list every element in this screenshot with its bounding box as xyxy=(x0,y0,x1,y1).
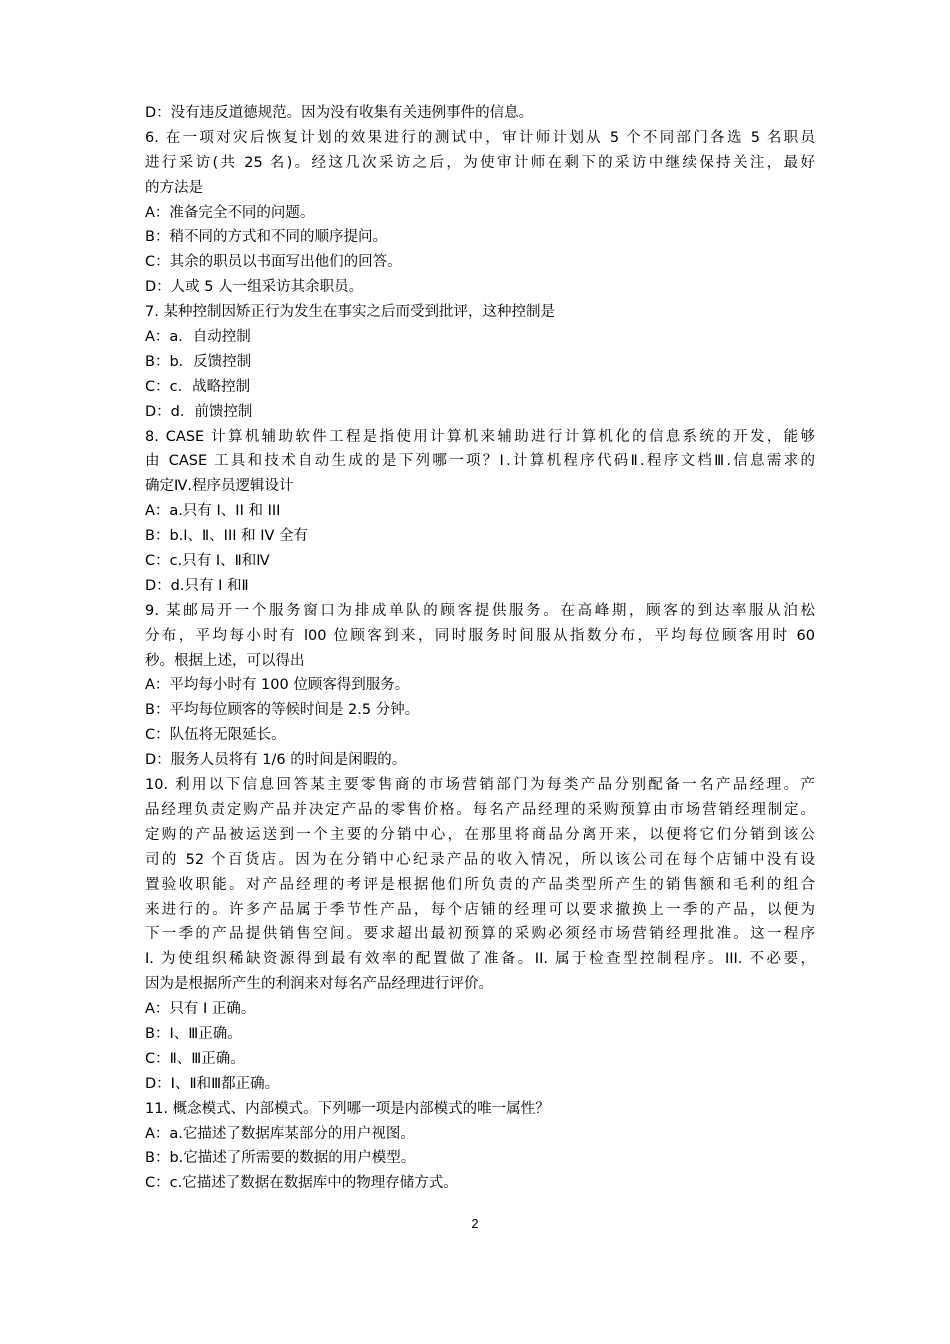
option-c: C：c．战略控制 xyxy=(145,378,251,395)
option-a: A：a.只有 I、II 和 III xyxy=(145,503,281,520)
text-line: 来进行的。许多产品属于季节性产品，每个店铺的经理可以要求撤换上一季的产品，以便为 xyxy=(145,901,815,918)
text-line: 确定Ⅳ.程序员逻辑设计 xyxy=(145,478,294,495)
text-line: 置验收职能。对产品经理的考评是根据他们所负责的产品类型所产生的销售额和毛利的组合 xyxy=(145,876,815,893)
option-d: D：I、Ⅱ和Ⅲ都正确。 xyxy=(145,1075,280,1092)
text-line: 由 CASE 工具和技术自动生成的是下列哪一项？Ⅰ.计算机程序代码Ⅱ.程序文档Ⅲ.信息需求的 xyxy=(145,453,815,470)
option-c: C：其余的职员以书面写出他们的回答。 xyxy=(145,254,402,271)
question-11-line: 11. 概念模式、内部模式。下列哪一项是内部模式的唯一属性？ xyxy=(145,1100,550,1117)
text-line: 进行采访(共 25 名)。经这几次采访之后，为使审计师在剩下的采访中继续保持关注，最好 xyxy=(145,154,815,171)
option-b: B：b.I、Ⅱ、III 和 IV 全有 xyxy=(145,528,309,545)
text-line: 的方法是 xyxy=(145,179,203,196)
option-d: D：d．前馈控制 xyxy=(145,403,253,420)
text-line: 下一季的产品提供销售空间。要求超出最初预算的采购必须经市场营销经理批准。这一程序 xyxy=(145,926,815,943)
question-9-line: 9. 某邮局开一个服务窗口为排成单队的顾客提供服务。在高峰期，顾客的到达率服从泊松 xyxy=(145,602,815,619)
question-7-line: 7. 某种控制因矫正行为发生在事实之后而受到批评，这种控制是 xyxy=(145,304,555,321)
text-line: 秒。根据上述，可以得出 xyxy=(145,652,305,669)
text-line: 因为是根据所产生的利润来对每名产品经理进行评价。 xyxy=(145,976,493,993)
option-a: A：a.它描述了数据库某部分的用户视图。 xyxy=(145,1125,415,1142)
text-line: 分布，平均每小时有 l00 位顾客到来，同时服务时间服从指数分布，平均每位顾客用时 60 xyxy=(145,627,815,644)
question-6-line: 6. 在一项对灾后恢复计划的效果进行的测试中，审计师计划从 5 个不同部门各选 5 名职员 xyxy=(145,129,815,146)
option-c: C：c.只有 I、Ⅱ和Ⅳ xyxy=(145,553,270,570)
option-a: A：准备完全不同的问题。 xyxy=(145,204,315,221)
question-10-line: 10. 利用以下信息回答某主要零售商的市场营销部门为每类产品分别配备一名产品经理。产 xyxy=(145,777,815,794)
option-c: C：队伍将无限延长。 xyxy=(145,727,286,744)
page-number: 2 xyxy=(471,1216,479,1231)
option-b: B：平均每位顾客的等候时间是 2.5 分钟。 xyxy=(145,702,420,719)
option-a: A：a．自动控制 xyxy=(145,329,251,346)
option-c: C：c.它描述了数据在数据库中的物理存储方式。 xyxy=(145,1175,458,1192)
option-b: B：b.它描述了所需要的数据的用户模型。 xyxy=(145,1150,416,1167)
text-line: 品经理负责定购产品并决定产品的零售价格。每名产品经理的采购预算由市场营销经理制定。 xyxy=(145,801,815,818)
option-d: D：服务人员将有 1/6 的时间是闲暇的。 xyxy=(145,752,407,769)
option-c: C：Ⅱ、Ⅲ正确。 xyxy=(145,1050,245,1067)
option-a: A：平均每小时有 100 位顾客得到服务。 xyxy=(145,677,410,694)
text-line: I. 为使组织稀缺资源得到最有效率的配置做了准备。II. 属于检查型控制程序。III. 不必要， xyxy=(145,951,815,968)
option-b: B：稍不同的方式和不同的顺序提问。 xyxy=(145,229,387,246)
option-d: D：人或 5 人一组采访其余职员。 xyxy=(145,279,364,296)
text-line: 定购的产品被运送到一个主要的分销中心，在那里将商品分离开来，以便将它们分销到该公 xyxy=(145,826,815,843)
option-b: B：b．反馈控制 xyxy=(145,353,252,370)
option-d: D：d.只有 I 和Ⅱ xyxy=(145,577,249,594)
option-b: B：I、Ⅲ正确。 xyxy=(145,1025,242,1042)
question-8-line: 8. CASE 计算机辅助软件工程是指使用计算机来辅助进行计算机化的信息系统的开发，能够 xyxy=(145,428,815,445)
text-line: 司的 52 个百货店。因为在分销中心纪录产品的收入情况，所以该公司在每个店铺中没有设 xyxy=(145,851,815,868)
page-content xyxy=(145,101,815,1196)
text-line: D：没有违反道德规范。因为没有收集有关违例事件的信息。 xyxy=(145,105,534,121)
option-a: A：只有 I 正确。 xyxy=(145,1001,256,1018)
